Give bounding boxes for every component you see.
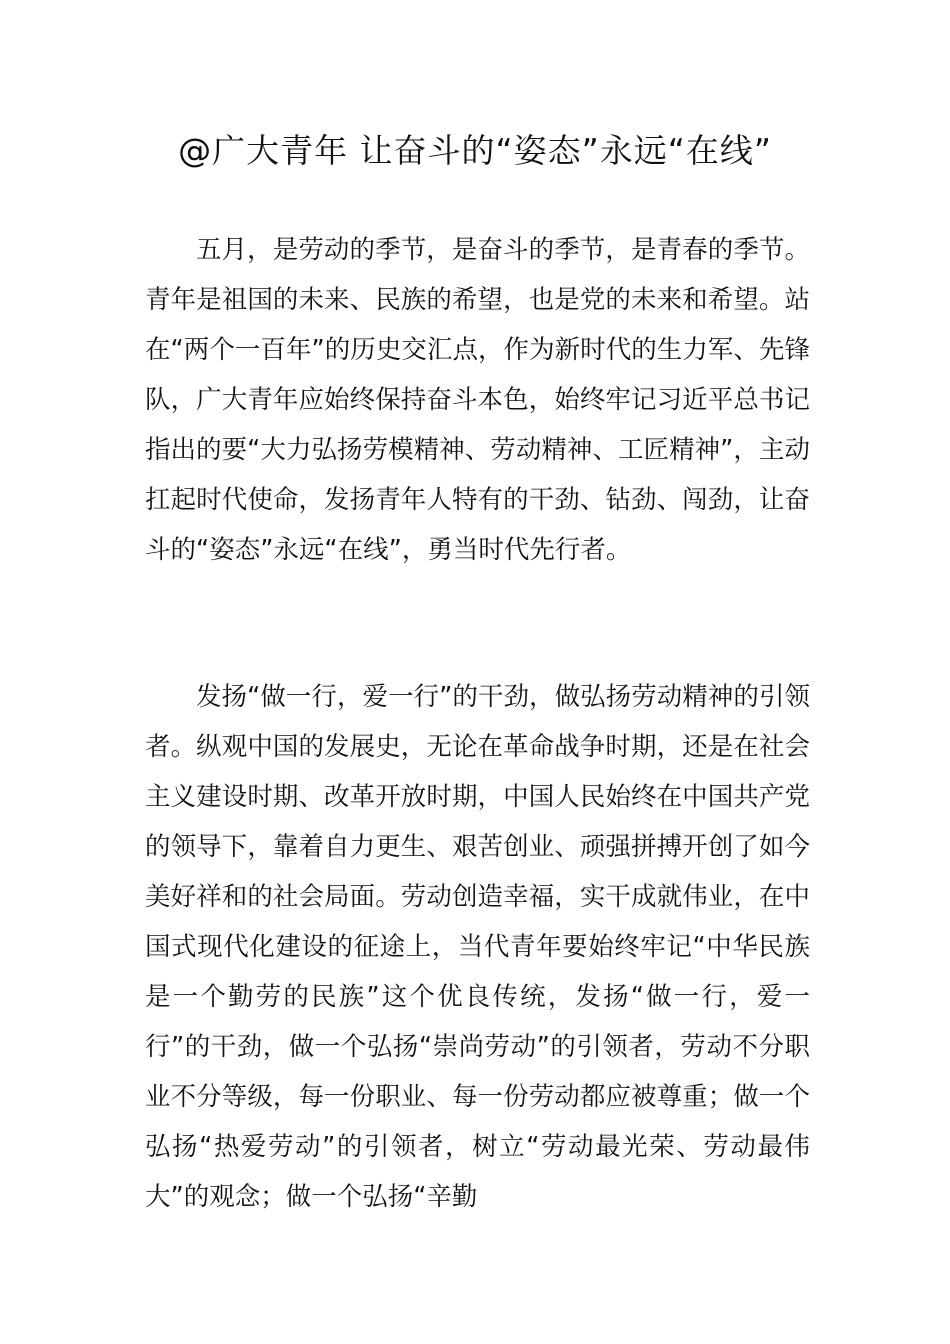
document-title: @广大青年 让奋斗的“姿态”永远“在线” xyxy=(178,131,772,170)
paragraph-labor-spirit: 发扬“做一行，爱一行”的干劲，做弘扬劳动精神的引领者。纵观中国的发展史，无论在革命战争时期，还是在社会主义建设时期、改革开放时期，中国人民始终在中国共产党的领导下，靠着自力更生、艰苦创业、顽强拼搏开创了如今美好祥和的社会局面。劳动创造幸福，实干成就伟业，在中国式现代化建设的征途上，当代青年要始终牢记“中华民族是一个勤劳的民族”这个优良传统，发扬“做一行，爱一行”的干劲，做一个弘扬“崇尚劳动”的引领者，劳动不分职业不分等级，每一份职业、每一份劳动都应被尊重；做一个弘扬“热爱劳动”的引领者，树立“劳动最光荣、劳动最伟大”的观念；做一个弘扬“辛勤 xyxy=(145,682,810,1212)
paragraph-intro: 五月，是劳动的季节，是奋斗的季节，是青春的季节。青年是祖国的未来、民族的希望，也是党的未来和希望。站在“两个一百年”的历史交汇点，作为新时代的生力军、先锋队，广大青年应始终保持奋斗本色，始终牢记习近平总书记指出的要“大力弘扬劳模精神、劳动精神、工匠精神”，主动扛起时代使命，发扬青年人特有的干劲、钻劲、闯劲，让奋斗的“姿态”永远“在线”，勇当时代先行者。 xyxy=(145,235,810,565)
